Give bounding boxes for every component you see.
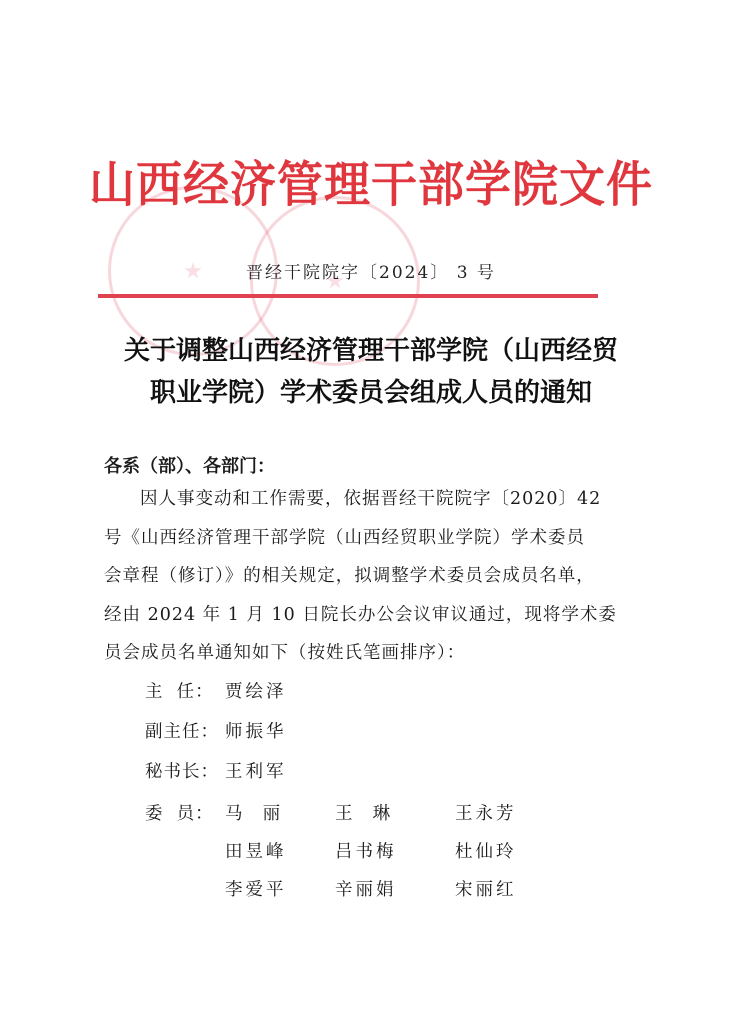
body-line: 经由 2024 年 1 月 10 日院长办公会议审议通过，现将学术委	[104, 604, 617, 625]
member-name: 贾绘泽	[225, 682, 287, 702]
notice-title-line: 关于调整山西经济管理干部学院（山西经贸	[123, 336, 618, 366]
body-line: 号《山西经济管理干部学院（山西经贸职业学院）学术委员	[104, 527, 585, 548]
notice-title	[0, 330, 742, 414]
document-number: 晋经干院院字〔2024〕 3 号	[246, 263, 496, 283]
member-name: 师振华	[225, 722, 287, 742]
role-label: 主 任：	[145, 682, 214, 702]
member-name: 李爱平	[225, 880, 287, 900]
body-line: 会章程（修订）》的相关规定，拟调整学术委员会成员名单，	[104, 566, 595, 586]
member-name: 宋丽红	[455, 880, 517, 900]
member-name: 王利军	[225, 762, 287, 782]
member-name: 辛丽娟	[335, 880, 397, 900]
role-label: 秘书长：	[145, 762, 219, 782]
letterhead-divider	[98, 294, 598, 298]
role-label: 副主任：	[145, 722, 219, 742]
notice-body	[104, 480, 634, 673]
member-name: 吕书梅	[335, 842, 397, 862]
member-name: 田昱峰	[225, 842, 287, 862]
body-line: 因人事变动和工作需要，依据晋经干院院字〔2020〕42	[140, 489, 602, 509]
notice-title-line: 职业学院）学术委员会组成人员的通知	[149, 378, 592, 408]
letterhead-title: 山西经济管理干部学院文件	[89, 155, 653, 213]
salutation: 各系（部）、各部门：	[104, 456, 275, 477]
body-line: 员会成员名单通知如下（按姓氏笔画排序）：	[104, 643, 466, 663]
member-name: 王永芳	[455, 804, 517, 824]
member-name: 王 琳	[335, 804, 394, 824]
member-name: 马 丽	[225, 804, 284, 824]
role-label: 委 员：	[145, 804, 214, 824]
member-name: 杜仙玲	[455, 842, 517, 862]
